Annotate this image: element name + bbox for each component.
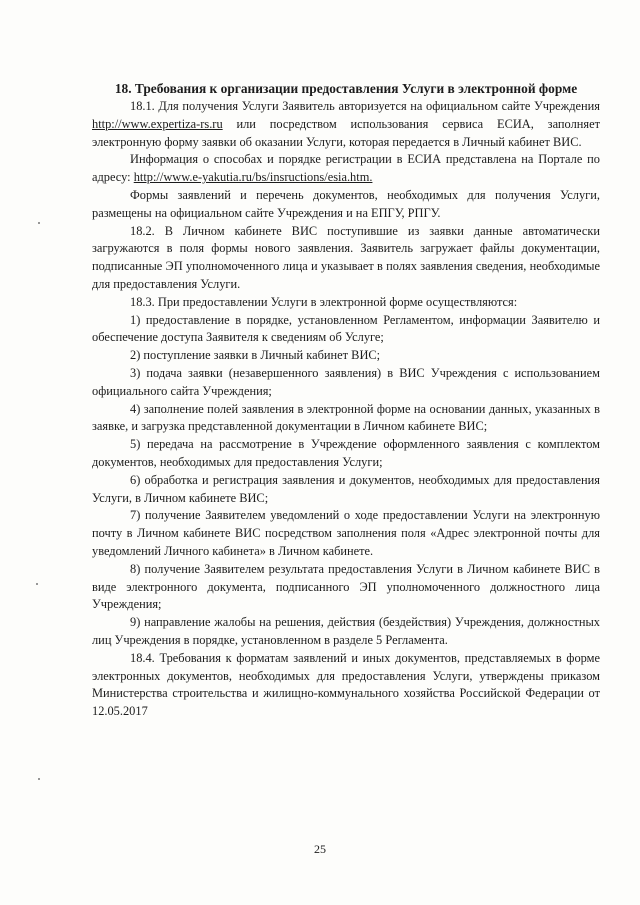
expertiza-link[interactable]: http://www.expertiza-rs.ru [92,116,223,131]
list-item-3: 3) подача заявки (незавершенного заявления) в ВИС Учреждения с использованием официального сайта Учреждения; [92,365,600,398]
p1-text-before: 18.1. Для получения Услуги Заявитель авторизуется на официальном сайте Учреждения [130,99,600,113]
list-item-2: 2) поступление заявки в Личный кабинет ВИС; [130,348,381,363]
list-item-7: 7) получение Заявителем уведомлений о ходе предоставлении Услуги на электронную почту в Личном кабинете ВИС посредством заполнения поля «Адрес электронной почты для уведомлений Личного кабинета» в Личном кабинете. [92,508,600,558]
esia-link[interactable]: http://www.e-yakutia.ru/bs/insructions/esia.htm. [133,170,373,185]
section-heading: 18. Требования к организации предоставления Услуги в электронной форме [114,81,578,96]
p2-text-before: Информация о способах и порядке регистрации в ЕСИА представлена на Портале по адресу: [92,152,600,185]
paragraph-18-3: 18.3. При предоставлении Услуги в электронной форме осуществляются: [130,294,518,309]
list-item-4: 4) заполнение полей заявления в электронной форме на основании данных, указанных в заявке, и загрузка представленной документации в Личном кабинете ВИС; [92,401,600,434]
paragraph-esia-info [92,151,600,187]
scan-speck [38,222,40,224]
list-item-9: 9) направление жалобы на решения, действия (бездействия) Учреждения, должностных лиц Учреждения в порядке, установленном в разделе 5 Регламента. [92,615,600,647]
document-page [92,80,600,721]
list-item-5: 5) передача на рассмотрение в Учреждение оформленного заявления с комплектом документов, необходимых для предоставления Услуги; [92,437,600,469]
paragraph-18-4: 18.4. Требования к форматам заявлений и иных документов, представляемых в форме электронных документов, необходимых для предоставления Услуги, утверждены приказом Министерства строительства и жилищно-коммунального хозяйства Российской Федерации от 12.05.2017 [92,650,600,719]
list-item-1: 1) предоставление в порядке, установленном Регламентом, информации Заявителю и обеспечение доступа Заявителя к сведениям об Услуге; [92,312,600,345]
paragraph-forms: Формы заявлений и перечень документов, необходимых для получения Услуги, размещены на официальном сайте Учреждения и на ЕПГУ, РПГУ. [92,187,600,220]
scan-speck [38,778,40,780]
paragraph-18-2: 18.2. В Личном кабинете ВИС поступившие из заявки данные автоматически загружаются в поля формы нового заявления. Заявитель загружает файлы документации, подписанные ЭП уполномоченного лица и указывает в полях заявления сведения, необходимые для предоставления Услуги. [92,223,600,291]
page-number: 25 [314,842,326,856]
list-item-8: 8) получение Заявителем результата предоставления Услуги в Личном кабинете ВИС в виде электронного документа, подписанного ЭП уполномоченного должностного лица Учреждения; [92,561,600,612]
list-item-6: 6) обработка и регистрация заявления и документов, необходимых для предоставления Услуги, в Личном кабинете ВИС; [92,472,600,505]
p1-text-after: или посредством использования сервиса ЕСИА, заполняет электронную форму заявки об оказании Услуги, которая передается в Личный кабинет ВИС. [92,116,600,149]
paragraph-18-1 [92,98,600,151]
scan-speck [36,583,38,585]
